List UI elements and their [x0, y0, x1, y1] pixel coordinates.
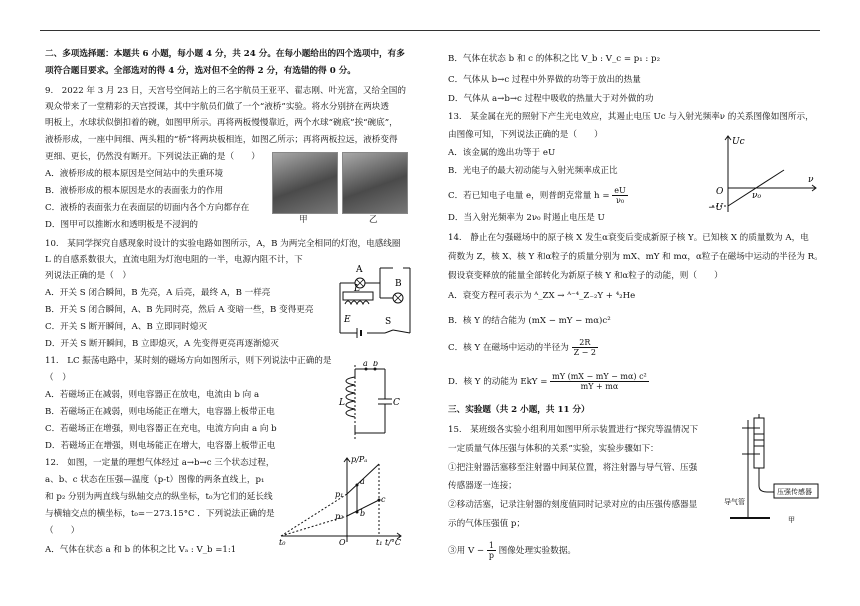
y-axis-label: p/Pₐ [351, 455, 368, 464]
q10-circuit-diagram [335, 258, 415, 342]
q14-option-c [448, 338, 598, 357]
q14-option-c-text: C．核 Y 在磁场中运动的半径为 [448, 343, 569, 353]
planck-formula-lhs: h = [594, 191, 610, 201]
origin-label: O [339, 538, 346, 546]
q10-option-a: A．开关 S 闭合瞬间，B 先亮，A 后亮，最终 A，B 一样亮 [45, 288, 271, 298]
q15-line: ①把注射器活塞移至注射器中间某位置，将注射器与导气管、压强 [448, 463, 698, 473]
inductor-label: L [354, 284, 360, 294]
photo-label-jia: 甲 [299, 215, 308, 225]
q11-option-c: C．若磁场正在增强，则电容器正在充电，电流方向由 a 向 b [45, 424, 277, 434]
q11-option-a: A．若磁场正在减弱，则电容器正在放电，电流由 b 向 a [45, 390, 260, 400]
q10-option-c: C．开关 S 断开瞬间，A、B 立即同时熄灭 [45, 322, 208, 332]
kinetic-energy-denominator: mY + mα [580, 382, 619, 391]
q9-option-c: C．液桥的表面张力在表面层的切面内各个方向都存在 [45, 203, 250, 213]
capacitor-label: C [393, 398, 400, 408]
q13-option-d: D．当入射光频率为 2ν₀ 时遏止电压是 U [448, 213, 605, 223]
q14-option-b: B．核 Y 的结合能为 (mX − mY − mα)c² [448, 316, 611, 326]
inductor-label: L [339, 398, 345, 408]
q13-line: 由图像可知，下列说法正确的是（ ） [448, 130, 603, 140]
lamp-a-label: A [356, 265, 363, 275]
origin-label: O [716, 187, 724, 197]
q11-lc-circuit-diagram [335, 361, 405, 441]
q15-line: 一定质量气体压强与体积的关系”实验，实验步骤如下： [448, 444, 659, 454]
q9-line: 9. 2022 年 3 月 23 日，天宫号空间站上的三名宇航员王亚平、翟志刚、叶光富，又给全国的 [45, 86, 406, 96]
q15-step3-lhs: ③用 [448, 546, 466, 556]
radius-denominator: Z − 2 [573, 348, 597, 357]
q12-line: 12. 如图，一定量的理想气体经过 a→b→c 三个状态过程， [45, 458, 275, 468]
section2-header-line2: 项符合题目要求。全部选对的得 4 分，选对但不全的得 2 分，有选错的得 0 分。 [45, 66, 356, 76]
planck-formula-fraction [612, 186, 627, 205]
planck-formula-numerator: eU [614, 186, 626, 195]
nu-axis-label: ν [808, 175, 814, 185]
q10-line: 10. 某同学探究自感现象时设计的实验电路如图所示，A，B 为两完全相同的灯泡，电感线圈 [45, 239, 401, 249]
t0-label: t₀ [279, 538, 286, 546]
inverse-p-fraction [487, 541, 496, 560]
node-a-label: a [363, 361, 368, 368]
q9-line: 观众带来了一堂精彩的天宫授课，其中宇航员们做了一个“液桥”实验。将水分别挤在两块透 [45, 102, 389, 112]
q15-apparatus-diagram [720, 414, 820, 524]
state-a-label: a [360, 477, 365, 486]
nu0-label: ν₀ [752, 191, 762, 201]
q14-option-a: A．衰变方程可表示为 ᴬ_ZX → ᴬ⁻⁴_Z₋₂Y + ⁴₂He [448, 291, 636, 301]
q11-line: （ ） [45, 373, 71, 383]
photo-yi [342, 152, 408, 214]
q9-line: 明板上，水球状似倒扣着的碗，如图甲所示。再将两板慢慢靠近，两个水球“碗底”挨“碗底”， [45, 118, 398, 128]
neg-u-label: −U [708, 203, 724, 213]
top-rule [40, 30, 820, 31]
q10-line: L 的自感系数很大，直流电阻为灯泡电阻的一半，电源内阻不计，下 [45, 255, 303, 265]
q14-option-d [448, 372, 649, 391]
uc-axis-label: Uc [732, 137, 745, 147]
p2-label: p₂ [335, 512, 344, 521]
q15-line: ②移动活塞，记录注射器的刻度值同时记录对应的由压强传感器显 [448, 500, 698, 510]
q12-pt-graph [277, 452, 405, 546]
q11-option-b: B．若磁场正在减弱，则电场能正在增大，电容器上板带正电 [45, 407, 275, 417]
q14-line: 假设衰变释放的能量全部转化为新原子核 Y 和α粒子的动能，则（ ） [448, 271, 723, 281]
q15-step3 [448, 541, 576, 560]
radius-fraction [572, 338, 598, 357]
q11-line: 11. LC 振荡电路中，某时刻的磁场方向如图所示，则下列说法中正确的是 [45, 356, 332, 366]
q11-option-d: D．若磁场正在增强，则电场能正在增大，电容器上板带正电 [45, 441, 276, 451]
q9-option-b: B．液桥形成的根本原因是水的表面张力的作用 [45, 186, 224, 196]
q12-option-a: A．气体在状态 a 和 b 的体积之比 Vₐ : V_b =1:1 [45, 545, 237, 555]
q13-option-c [448, 186, 628, 205]
photo-label-yi: 乙 [369, 215, 378, 225]
q9-option-d: D．图甲可以推断水和透明板是不浸润的 [45, 220, 198, 230]
planck-formula-denominator: ν₀ [615, 196, 625, 205]
q12-option-d: D．气体从 a→b→c 过程中吸收的热量大于对外做的功 [448, 94, 654, 104]
q15-step3-rhs: 图像处理实验数据。 [498, 546, 577, 556]
q10-option-d: D．开关 S 断开瞬间，B 立即熄灭，A 先变得更亮再逐渐熄灭 [45, 339, 279, 349]
figure-label-jia: 甲 [788, 516, 795, 524]
tube-label: 导气管 [724, 498, 745, 506]
q12-line: （ ） [45, 526, 80, 536]
section2-header-line1: 二、多项选择题：本题共 6 小题，每小题 4 分，共 24 分。在每小题给出的四个选项中，有多 [45, 49, 405, 59]
kinetic-energy-numerator: mY (mX − mY − mα) c² [552, 372, 647, 381]
lamp-b-label: B [395, 279, 402, 289]
q15-step3-v: V − [467, 546, 485, 556]
q9-option-a: A．液桥形成的根本原因是空间站中的失重环境 [45, 169, 224, 179]
q12-line: 和 p₂ 分别为两直线与纵轴交点的纵坐标，t₀为它们的延长线 [45, 492, 273, 502]
q10-option-b: B．开关 S 闭合瞬间，A、B 先同时亮，然后 A 变暗一些，B 变得更亮 [45, 305, 314, 315]
q14-option-d-text: D．核 Y 的动能为 EkY = [448, 377, 548, 387]
q13-line: 13. 某金属在光的照射下产生光电效应，其遏止电压 Uc 与入射光频率ν 的关系图像如图所示， [448, 112, 814, 122]
q13-option-a: A．该金属的逸出功等于 eU [448, 148, 556, 158]
q14-line: 14. 静止在匀强磁场中的原子核 X 发生α衰变后变成新原子核 Y。已知核 X 的质量数为 A，电 [448, 233, 809, 243]
state-c-label: c [381, 495, 386, 504]
q10-line: 列说法正确的是（ ） [45, 271, 131, 281]
q13-option-c-text: C．若已知电子电量 e，则普朗克常量 [448, 191, 592, 201]
state-b-label: b [360, 509, 366, 518]
q14-line: 荷数为 Z，核 X、核 Y 和α粒子的质量分别为 mX、mY 和 mα，α粒子在磁场中运动的半径为 R。 [448, 252, 823, 262]
q13-uc-nu-graph [708, 132, 820, 214]
q12-option-c: C．气体从 b→c 过程中外界做的功等于放出的热量 [448, 75, 641, 85]
q9-line: 液桥形成，一座中间细、两头粗的“桥”将两块板相连，如图乙所示；再将两板拉远，液桥变得 [45, 135, 398, 145]
q9-line: 更细、更长，仍然没有断开。下列说法正确的是（ ） [45, 152, 260, 162]
p1-label: p₁ [335, 490, 344, 499]
sensor-label: 压强传感器 [777, 488, 812, 496]
section3-header: 三、实验题（共 2 小题，共 11 分） [448, 405, 590, 415]
q15-line: 示的气体压强值 p； [448, 519, 525, 529]
t1-label: t₁ [376, 538, 383, 546]
q12-line: a、b、c 状态在压强—温度（p-t）图像的两条直线上，p₁ [45, 475, 265, 485]
x-axis-label: t/°C [385, 538, 402, 546]
photo-jia [272, 152, 338, 214]
source-label: E [344, 315, 351, 325]
node-b-label: b [373, 361, 379, 368]
q12-option-b: B．气体在状态 b 和 c 的体积之比 V_b : V_c = p₁ : p₂ [448, 54, 661, 64]
q15-line: 15. 某班级各实验小组利用如图甲所示装置进行“探究等温情况下 [448, 425, 699, 435]
radius-numerator: 2R [572, 338, 598, 348]
q13-option-b: B．光电子的最大初动能与入射光频率成正比 [448, 166, 618, 176]
q12-line: 与横轴交点的横坐标，t₀=－273.15°C ．下列说法正确的是 [45, 509, 275, 519]
q15-line: 传感器逐一连接； [448, 481, 517, 491]
switch-label: S [385, 317, 392, 327]
kinetic-energy-fraction [550, 372, 649, 391]
inverse-p-denominator: p [488, 551, 494, 560]
inverse-p-numerator: 1 [487, 541, 496, 551]
